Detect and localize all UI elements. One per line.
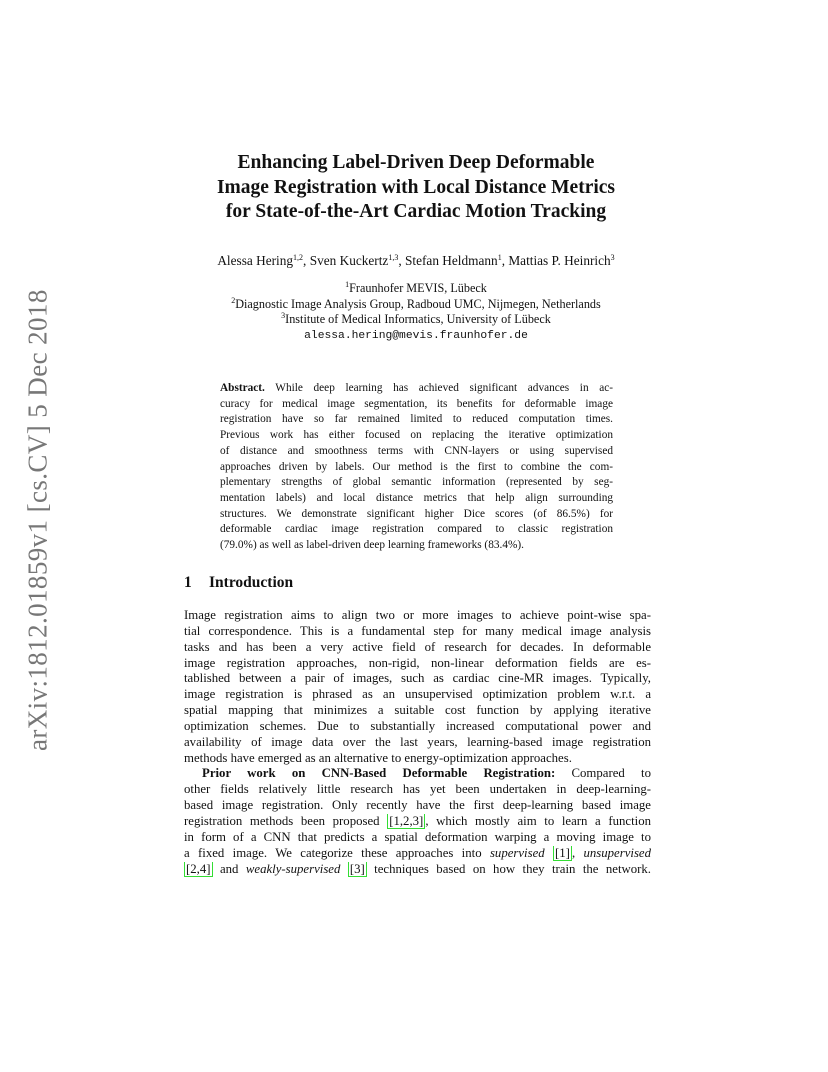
body-line: tasks and has been a very active field of research for decades. In deformable [184,639,651,654]
abstract-line [220,381,613,397]
body-text-span: Compared to [571,766,651,781]
title-line: for State-of-the-Art Cardiac Motion Tracking [225,201,607,222]
citation-link[interactable]: [3] [349,861,365,876]
body-text-span: , which mostly aim to learn a function [425,813,651,828]
abstract-line: of distance and smoothness terms with CNN-layers or using supervised [220,444,613,457]
arxiv-stamp: arXiv:1812.01859v1 [cs.CV] 5 Dec 2018 [22,289,53,751]
affil-mark: 3 [281,311,286,321]
paragraph-heading: Prior work on CNN-Based Deformable Registration: [202,766,556,781]
affil-text: Institute of Medical Informatics, University of Lübeck [285,312,551,327]
body-line: methods have emerged as an alternative to energy-optimization approaches. [184,750,572,765]
abstract-label: Abstract. [220,382,265,394]
body-line: in form of a CNN that predicts a spatial deformation warping a moving image to [184,829,651,844]
abstract-line: curacy for medical image segmentation, its benefits for deformable image [220,397,613,410]
body-line: Image registration aims to align two or more images to achieve point-wise spa- [184,608,651,622]
body-line: availability of image data over the last years, learning-based image registration [184,734,651,749]
citation-link[interactable]: [2,4] [186,861,211,876]
affiliation [120,281,712,297]
section-number: 1 [184,574,192,591]
body-line [184,766,651,782]
author-affil-mark: 3 [610,253,615,262]
body-text-span: a fixed image. We categorize these approaches into [184,845,482,860]
abstract-line: (79.0%) as well as label-driven deep learning frameworks (83.4%). [220,539,524,552]
author-name: Mattias P. Heinrich [508,253,611,268]
affil-mark: 1 [345,280,350,289]
body-line: optimization schemes. Due to substantially increased computational power and [184,718,651,733]
body-line [184,846,651,862]
emphasis: unsupervised [583,845,651,860]
body-text-span: and [219,861,239,876]
abstract-text: While deep learning has achieved significant advances in ac- [275,382,613,394]
body-text-span: techniques based on how they train the network. [374,861,651,876]
author-affil-mark: 1,2 [293,253,304,262]
body-line [184,814,651,830]
abstract-line: registration have so far remained limited to reduced computation times. [220,413,613,426]
abstract-line: structures. We demonstrate significant higher Dice scores (of 86.5%) for [220,507,613,520]
body-line [184,862,651,878]
body-line: other fields relatively little research has yet been undertaken in deep-learning- [184,782,651,797]
abstract-line: approaches driven by labels. Our method is the first to combine the com- [220,460,613,473]
section-title: Introduction [209,574,294,591]
body-text [184,608,651,877]
affil-text: Fraunhofer MEVIS, Lübeck [349,281,487,295]
paper-title [160,151,672,225]
author-name: Sven Kuckertz [309,253,389,268]
affiliation [120,297,712,313]
author-affil-mark: 1 [497,253,502,262]
author-name: Alessa Hering [217,253,294,268]
body-text-span: registration methods been proposed [184,813,380,828]
body-line: tial correspondence. This is a fundamental step for many medical image analysis [184,623,651,638]
body-line: based image registration. Only recently have the first deep-learning based image [184,798,651,813]
abstract-line: Previous work has either focused on replacing the iterative optimization [220,429,613,442]
affil-text: Diagnostic Image Analysis Group, Radboud UMC, Nijmegen, Netherlands [235,296,601,311]
abstract-line: plementary strengths of global semantic information (represented by seg- [220,476,613,489]
body-line: tablished between a pair of images, such as cardiac cine-MR images. Typically, [184,671,651,686]
author-name: Stefan Heldmann [405,253,498,268]
citation-link[interactable]: [1] [555,845,570,860]
author-list: Alessa Hering$^{1,2}$, Sven Kuckertz$^{1,3}$, Stefan Heldmann$^1$, Mattias P. Heinrich$^3$ [217,253,615,268]
emphasis: weakly-supervised [245,861,341,876]
abstract-line: mentation labels) and local distance metrics that help align surrounding [220,491,613,504]
section-heading [184,574,293,592]
citation-link[interactable]: [1,2,3] [389,813,424,828]
title-line: Image Registration with Local Distance Metrics [216,176,616,198]
emphasis: supervised [489,845,545,860]
abstract-line: deformable cardiac image registration compared to classic registration [220,523,613,536]
title-line: Enhancing Label-Driven Deep Deformable [237,152,595,173]
body-line: image registration approaches, non-rigid, non-linear deformation fields are es- [184,655,651,670]
affiliation [120,312,712,328]
abstract [220,381,613,554]
body-line: spatial mapping that minimizes a suitable cost function by applying iterative [184,703,651,718]
body-line: image registration is phrased as an unsupervised optimization problem w.r.t. a [184,687,651,702]
affiliations [120,281,712,345]
affil-mark: 2 [231,295,236,305]
body-text-span: , [571,845,576,860]
contact-email[interactable]: alessa.hering@mevis.fraunhofer.de [304,330,528,343]
author-affil-mark: 1,3 [388,253,399,262]
